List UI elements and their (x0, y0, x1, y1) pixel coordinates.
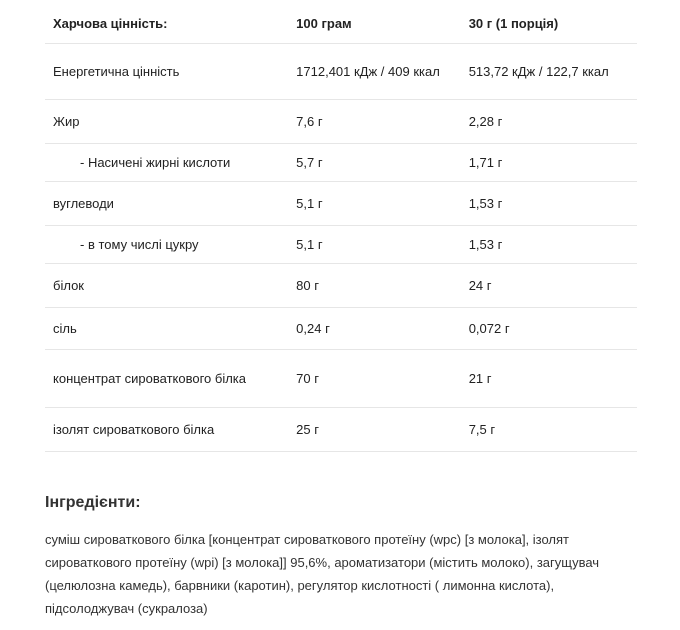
nutrition-row (45, 226, 637, 264)
nutrition-table (45, 4, 637, 452)
nutrition-row (45, 182, 637, 226)
nutrient-name: ізолят сироваткового білка (45, 408, 296, 452)
value-per-100g: 5,1 г (296, 226, 469, 264)
header-per-serving: 30 г (1 порція) (469, 4, 637, 44)
value-per-serving: 7,5 г (469, 408, 637, 452)
nutrition-row (45, 308, 637, 350)
nutrient-name: вуглеводи (45, 182, 296, 226)
value-per-serving: 0,072 г (469, 308, 637, 350)
value-per-100g: 5,1 г (296, 182, 469, 226)
value-per-100g: 80 г (296, 264, 469, 308)
value-per-100g: 70 г (296, 350, 469, 408)
value-per-serving: 1,53 г (469, 182, 637, 226)
nutrient-name: Енергетична цінність (45, 44, 296, 100)
value-per-100g: 5,7 г (296, 144, 469, 182)
value-per-serving: 513,72 кДж / 122,7 ккал (469, 44, 637, 100)
value-per-100g: 0,24 г (296, 308, 469, 350)
nutrition-table-body (45, 4, 637, 452)
nutrition-row (45, 144, 637, 182)
header-per-100g: 100 грам (296, 4, 469, 44)
value-per-100g: 7,6 г (296, 100, 469, 144)
nutrient-name: білок (45, 264, 296, 308)
value-per-100g: 1712,401 кДж / 409 ккал (296, 44, 469, 100)
nutrition-row (45, 100, 637, 144)
nutrient-name: - в тому числі цукру (45, 226, 296, 264)
value-per-serving: 2,28 г (469, 100, 637, 144)
nutrition-header-row (45, 4, 637, 44)
value-per-serving: 24 г (469, 264, 637, 308)
nutrient-name: Жир (45, 100, 296, 144)
nutrient-name: концентрат сироваткового білка (45, 350, 296, 408)
nutrient-name: - Насичені жирні кислоти (45, 144, 296, 182)
nutrition-row (45, 350, 637, 408)
value-per-serving: 1,71 г (469, 144, 637, 182)
value-per-serving: 1,53 г (469, 226, 637, 264)
ingredients-text: суміш сироваткового білка [концентрат сироваткового протеїну (wpc) [з молока], ізолят сироваткового протеїну (wpi) [з молока]] 95,6%, ароматизатори (містить молоко), загущувач (целюлозна камедь), барвники (каротин), регулятор кислотності ( лимонна кислота), підсолоджувач (сукралоза) (45, 532, 600, 616)
value-per-serving: 21 г (469, 350, 637, 408)
value-per-100g: 25 г (296, 408, 469, 452)
ingredients-heading: Інгредієнти: (45, 494, 141, 511)
nutrition-row (45, 264, 637, 308)
nutrient-name: сіль (45, 308, 296, 350)
header-nutrient: Харчова цінність: (45, 4, 296, 44)
nutrition-row (45, 408, 637, 452)
nutrition-row (45, 44, 637, 100)
